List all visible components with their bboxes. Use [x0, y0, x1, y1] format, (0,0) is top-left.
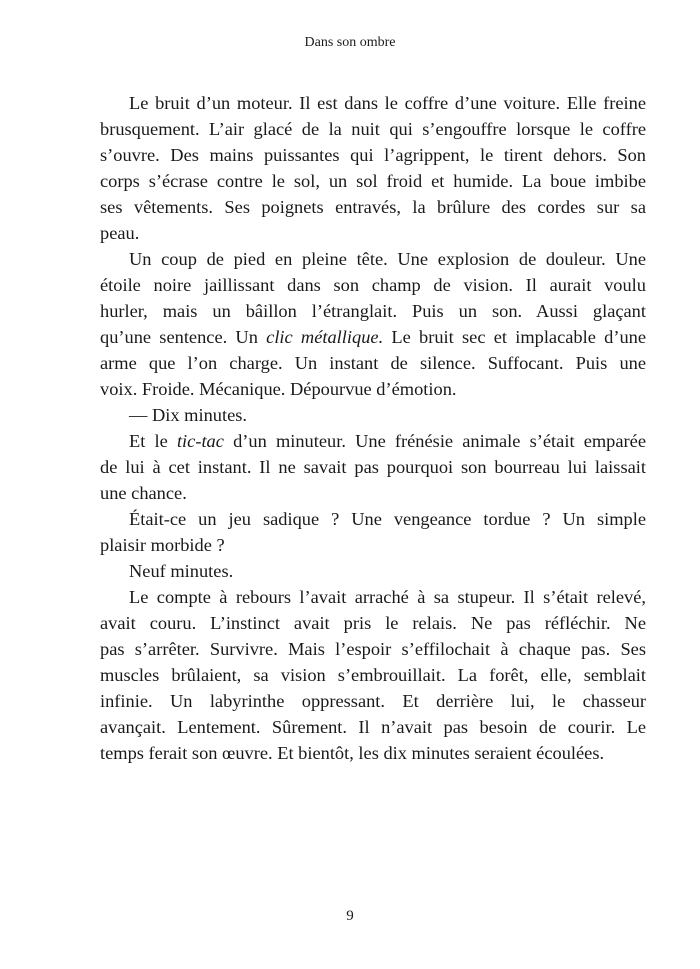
paragraph — [100, 428, 646, 506]
text-line — [100, 272, 646, 298]
text-line — [100, 116, 646, 142]
text-segment: arme que l’on charge. Un instant de silence. Suffocant. Puis une — [100, 353, 646, 373]
text-line — [100, 636, 646, 662]
text-line — [100, 532, 646, 558]
text-line — [100, 558, 646, 584]
text-segment: étoile noire jaillissant dans son champ de vision. Il aurait voulu — [100, 275, 646, 295]
text-line — [100, 298, 646, 324]
text-segment: Et le — [129, 431, 177, 451]
page-number: 9 — [346, 908, 354, 924]
running-header: Dans son ombre — [304, 35, 396, 50]
text-line — [100, 688, 646, 714]
text-line — [100, 740, 646, 766]
body-text — [100, 90, 646, 766]
italic-text: tic-tac — [176, 431, 224, 451]
text-segment: muscles brûlaient, sa vision s’embrouillait. La forêt, elle, semblait — [100, 665, 646, 685]
text-line — [100, 610, 646, 636]
text-line — [100, 584, 646, 610]
text-line — [100, 142, 646, 168]
text-segment: d’un minuteur. Une frénésie animale s’était emparée — [223, 431, 646, 451]
text-segment: avançait. Lentement. Sûrement. Il n’avait pas besoin de courir. Le — [100, 717, 646, 737]
text-segment: de lui à cet instant. Il ne savait pas pourquoi son bourreau lui laissait — [100, 457, 646, 477]
text-line — [100, 324, 646, 350]
text-segment: Était-ce un jeu sadique ? Une vengeance tordue ? Un simple — [129, 509, 646, 529]
text-line — [100, 168, 646, 194]
text-segment: une chance. — [100, 483, 187, 503]
text-line — [100, 662, 646, 688]
text-line — [100, 220, 646, 246]
text-segment: Le compte à rebours l’avait arraché à sa stupeur. Il s’était relevé, — [129, 587, 646, 607]
text-segment: Un coup de pied en pleine tête. Une explosion de douleur. Une — [129, 249, 646, 269]
paragraph — [100, 584, 646, 766]
text-line — [100, 246, 646, 272]
text-segment: infinie. Un labyrinthe oppressant. Et derrière lui, le chasseur — [100, 691, 646, 711]
text-line — [100, 506, 646, 532]
text-line — [100, 454, 646, 480]
italic-text: clic métallique. — [266, 327, 384, 347]
text-line — [100, 402, 646, 428]
text-segment: plaisir morbide ? — [100, 535, 225, 555]
text-segment: brusquement. L’air glacé de la nuit qui s’engouffre lorsque le coffre — [100, 119, 646, 139]
text-segment: Le bruit d’un moteur. Il est dans le coffre d’une voiture. Elle freine — [129, 93, 646, 113]
text-line — [100, 194, 646, 220]
paragraph — [100, 402, 646, 428]
text-segment: voix. Froide. Mécanique. Dépourvue d’émotion. — [100, 379, 457, 399]
text-segment: pas s’arrêter. Survivre. Mais l’espoir s’effilochait à chaque pas. Ses — [100, 639, 646, 659]
text-segment: — Dix minutes. — [129, 405, 248, 425]
text-segment: corps s’écrase contre le sol, un sol froid et humide. La boue imbibe — [100, 171, 646, 191]
text-line — [100, 90, 646, 116]
text-segment: temps ferait son œuvre. Et bientôt, les dix minutes seraient écoulées. — [100, 743, 605, 763]
text-segment: Neuf minutes. — [129, 561, 234, 581]
paragraph — [100, 90, 646, 246]
text-segment: peau. — [100, 223, 140, 243]
text-line — [100, 714, 646, 740]
text-segment: avait couru. L’instinct avait pris le relais. Ne pas réfléchir. Ne — [100, 613, 646, 633]
text-segment: ses vêtements. Ses poignets entravés, la brûlure des cordes sur sa — [100, 197, 646, 217]
text-segment: Le bruit sec et implacable d’une — [383, 327, 646, 347]
paragraph — [100, 246, 646, 402]
text-segment: hurler, mais un bâillon l’étranglait. Puis un son. Aussi glaçant — [100, 301, 646, 321]
text-line — [100, 480, 646, 506]
text-line — [100, 428, 646, 454]
text-line — [100, 350, 646, 376]
paragraph — [100, 558, 646, 584]
text-line — [100, 376, 646, 402]
text-segment: s’ouvre. Des mains puissantes qui l’agrippent, le tirent dehors. Son — [100, 145, 646, 165]
paragraph — [100, 506, 646, 558]
text-segment: qu’une sentence. Un — [100, 327, 267, 347]
